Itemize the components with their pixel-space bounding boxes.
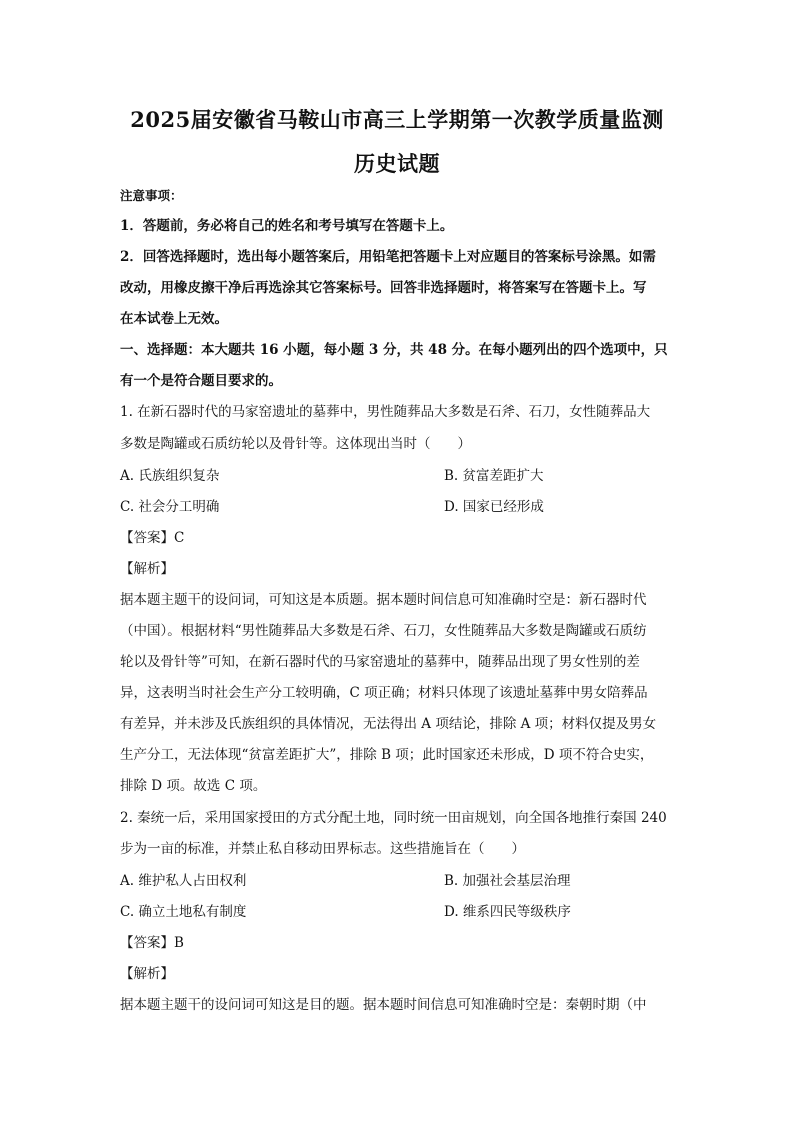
q2-analysis-label: 【解析】 bbox=[120, 966, 174, 982]
q1-option-d: D. 国家已经形成 bbox=[444, 499, 544, 515]
q2-stem-line-1: 2. 秦统一后，采用国家授田的方式分配土地，同时统一田亩规划，向全国各地推行秦国 240 bbox=[120, 810, 667, 826]
notice-item-2-line-3: 在本试卷上无效。 bbox=[120, 311, 228, 327]
q1-option-c: C. 社会分工明确 bbox=[120, 499, 220, 515]
q2-stem-line-2: 步为一亩的标准，并禁止私自移动田界标志。这些措施旨在（ ） bbox=[120, 841, 525, 857]
q2-option-d: D. 维系四民等级秩序 bbox=[444, 904, 571, 920]
q1-stem-line-1: 1. 在新石器时代的马家窑遗址的墓葬中，男性随葬品大多数是石斧、石刀，女性随葬品大 bbox=[120, 404, 651, 420]
q1-analysis-line: 异，这表明当时社会生产分工较明确，C 项正确；材料只体现了该遗址墓葬中男女陪葬品 bbox=[120, 685, 648, 701]
q2-option-b: B. 加强社会基层治理 bbox=[444, 873, 571, 889]
section-heading-line-1: 一、选择题：本大题共 16 小题，每小题 3 分，共 48 分。在每小题列出的四个选项中，只 bbox=[120, 342, 668, 358]
q1-analysis-line: 生产分工，无法体现“贫富差距扩大”，排除 B 项；此时国家还未形成，D 项不符合史实， bbox=[120, 747, 654, 763]
q1-option-b: B. 贫富差距扩大 bbox=[444, 468, 544, 484]
q1-analysis-line: （中国）。根据材料“男性随葬品大多数是石斧、石刀，女性随葬品大多数是陶罐或石质纺 bbox=[120, 623, 647, 639]
q1-analysis-line: 据本题主题干的设问词，可知这是本质题。据本题时间信息可知准确时空是：新石器时代 bbox=[120, 592, 647, 608]
notice-item-2-line-2: 改动，用橡皮擦干净后再选涂其它答案标号。回答非选择题时，将答案写在答题卡上。写 bbox=[120, 280, 647, 296]
q2-option-a: A. 维护私人占田权利 bbox=[120, 873, 247, 889]
notice-item-2-line-1: 2．回答选择题时，选出每小题答案后，用铅笔把答题卡上对应题目的答案标号涂黑。如需 bbox=[120, 249, 656, 265]
q1-stem-line-2: 多数是陶罐或石质纺轮以及骨针等。这体现出当时（ ） bbox=[120, 436, 471, 452]
q1-answer: 【答案】C bbox=[120, 530, 185, 546]
q2-answer: 【答案】B bbox=[120, 935, 184, 951]
q1-analysis-label: 【解析】 bbox=[120, 561, 174, 577]
notice-heading: 注意事项： bbox=[120, 188, 183, 203]
q1-analysis-line: 排除 D 项。故选 C 项。 bbox=[120, 778, 267, 794]
q1-option-a: A. 氏族组织复杂 bbox=[120, 468, 220, 484]
q2-analysis-line: 据本题主题干的设问词可知这是目的题。据本题时间信息可知准确时空是：秦朝时期（中 bbox=[120, 997, 647, 1013]
notice-item-1: 1．答题前，务必将自己的姓名和考号填写在答题卡上。 bbox=[120, 218, 454, 234]
section-heading-line-2: 有一个是符合题目要求的。 bbox=[120, 373, 282, 389]
exam-subtitle: 历史试题 bbox=[354, 151, 440, 176]
q1-analysis-line: 轮以及骨针等”可知，在新石器时代的马家窑遗址的墓葬中，随葬品出现了男女性别的差 bbox=[120, 654, 640, 670]
exam-title: 2025届安徽省马鞍山市高三上学期第一次教学质量监测 bbox=[130, 107, 664, 132]
q1-analysis-line: 有差异，并未涉及氏族组织的具体情况，无法得出 A 项结论，排除 A 项；材料仅提及男女 bbox=[120, 716, 657, 732]
q2-option-c: C. 确立土地私有制度 bbox=[120, 904, 247, 920]
